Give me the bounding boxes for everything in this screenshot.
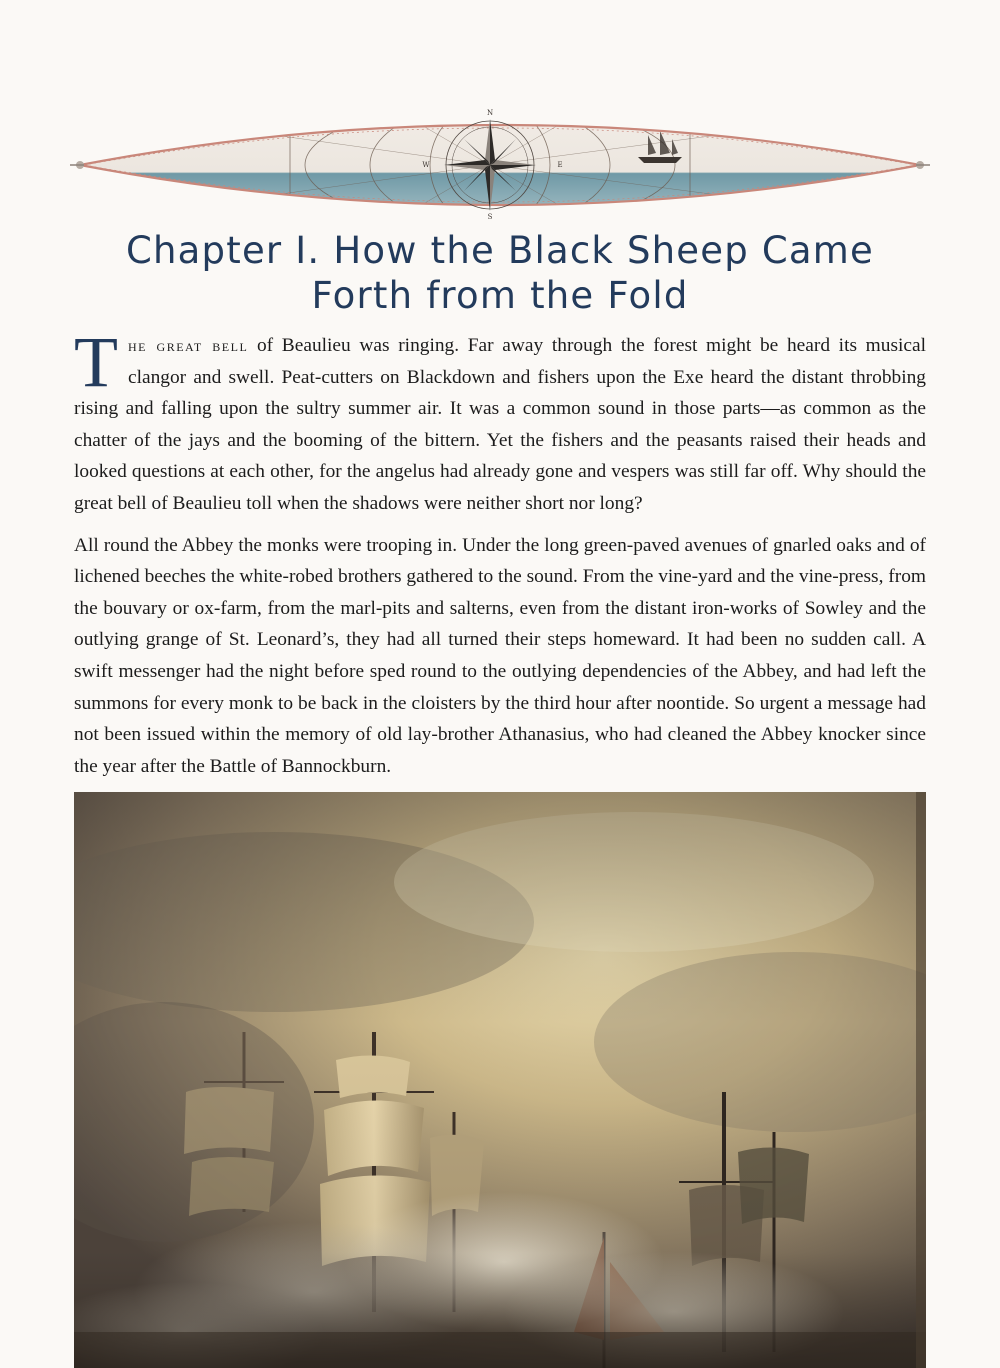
compass-north-label: N	[486, 109, 494, 117]
compass-rose-seascape-icon	[70, 95, 930, 235]
drop-cap: T	[74, 322, 118, 402]
ship-painting	[74, 792, 926, 1368]
compass-south-label: S	[487, 213, 493, 221]
chapter-title: Chapter I. How the Black Sheep Came Forth from the Fold	[126, 229, 874, 317]
opening-small-caps: he great bell	[127, 336, 249, 355]
chapter-ornament	[70, 95, 930, 235]
compass-west-label: W	[422, 161, 430, 169]
paragraph-first-text: of Beaulieu was ringing. Far away through the forest might be heard its musical clangor and swell. Peat-cutters on Blackdown and fishers upon the Exe heard the distant throbbing rising and falling upon the sultry summer air. It was a common sound in those parts—as common as the chatter of the jays and the booming of the bittern. Yet the fishers and the peasants raised their heads and looked questions at each other, for the angelus had already gone and vespers was still far off. Why should the great bell of Beaulieu toll when the shadows were neither short nor long?	[74, 335, 926, 514]
sailing-ships-painting-icon	[74, 792, 926, 1368]
compass-east-label: E	[557, 161, 563, 169]
paragraph-first	[74, 322, 926, 520]
paragraph-second: All round the Abbey the monks were trooping in. Under the long green-paved avenues of gnarled oaks and of lichened beeches the white-robed brothers gathered to the sound. From the vine-yard and the vine-press, from the bouvary or ox-farm, from the marl-pits and salterns, even from the distant iron-works of Sowley and the outlying grange of St. Leonard’s, they had all turned their steps homeward. It had been no sudden call. A swift messenger had the night before sped round to the outlying dependencies of the Abbey, and had left the summons for every monk to be back in the cloisters by the third hour after noontide. So urgent a message had not been issued within the memory of old lay-brother Athanasius, who had cleaned the Abbey knocker since the year after the Battle of Bannockburn.	[74, 534, 926, 777]
chapter-body	[74, 322, 926, 792]
